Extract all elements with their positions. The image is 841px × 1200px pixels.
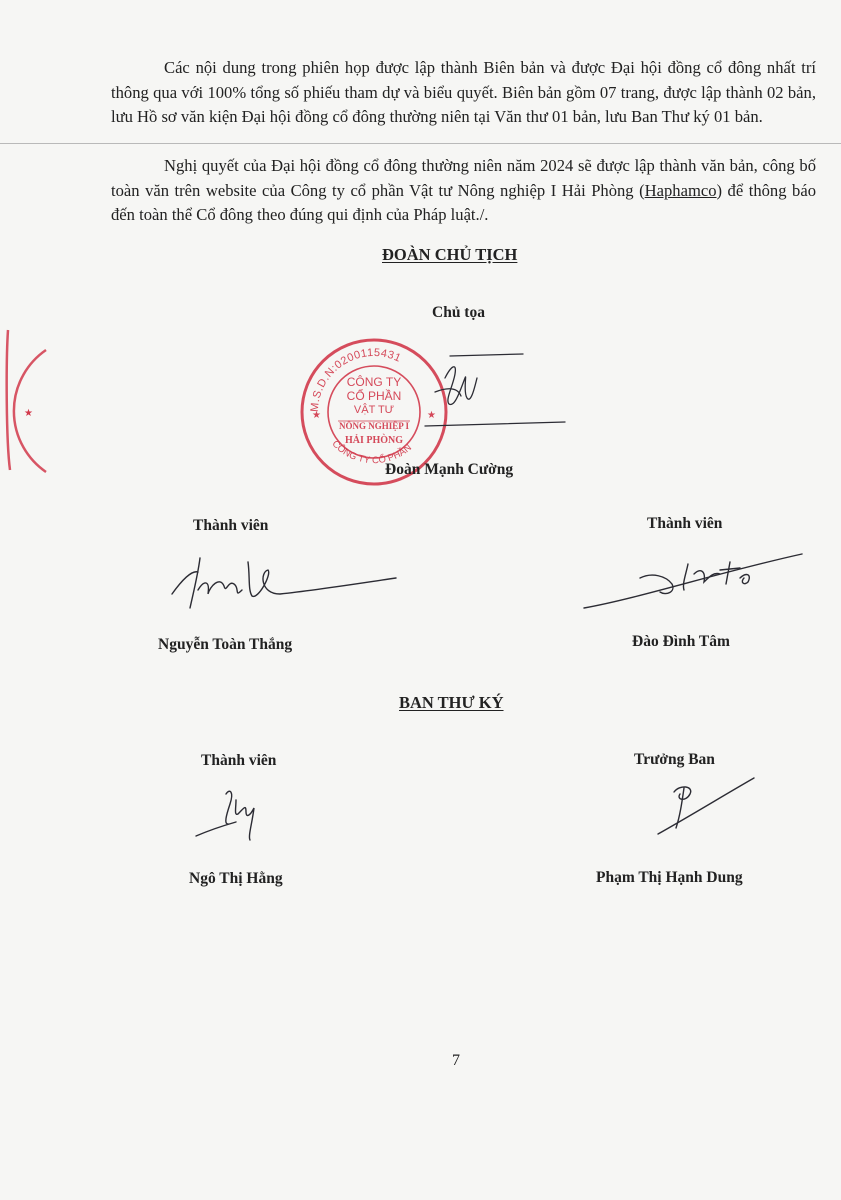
stamp-line-1: CÔNG TY [346, 375, 402, 389]
resolution-text-after: ) để thông báo đến toàn thể Cổ đông theo đúng qui định của Pháp luật./. [111, 180, 816, 224]
presidium-member-right-name: Đào Đình Tâm [632, 633, 730, 650]
chair-name: Đoàn Mạnh Cường [385, 461, 514, 478]
svg-text:★: ★ [24, 408, 33, 419]
page-number: 7 [452, 1052, 460, 1069]
secretariat-head-name: Phạm Thị Hạnh Dung [596, 869, 743, 886]
member-tam-signature [580, 548, 810, 614]
presidium-member-left-role: Thành viên [193, 517, 269, 534]
member-hang-signature [190, 784, 280, 844]
presidium-member-right-role: Thành viên [647, 515, 723, 532]
resolution-paragraph [111, 154, 816, 228]
stamp-ring-bottom-text: CÔNG TY CỔ PHẦN [329, 438, 414, 467]
presidium-member-left-name: Nguyễn Toàn Thắng [158, 636, 293, 653]
secretariat-head-role: Trưởng Ban [634, 751, 715, 768]
chair-role-label: Chủ tọa [432, 304, 485, 321]
member-thang-signature [168, 550, 408, 620]
stamp-line-2: CỔ PHẦN [346, 389, 402, 403]
secretariat-member-name: Ngô Thị Hằng [189, 870, 283, 887]
svg-text:★: ★ [312, 410, 321, 421]
stamp-line-5: HẢI PHÒNG [344, 435, 404, 446]
secretariat-heading: BAN THƯ KÝ [399, 693, 504, 712]
chair-signature [405, 348, 575, 438]
stamp-ring-text: M.S.D.N:0200115431 [308, 346, 403, 413]
company-abbreviation: Haphamco [644, 180, 717, 200]
head-dung-signature [650, 772, 760, 842]
partial-seal-edge [0, 320, 48, 480]
stamp-line-4: NÔNG NGHIỆP I [338, 421, 410, 431]
closing-paragraph: Các nội dung trong phiên họp được lập thành Biên bản và được Đại hội đồng cổ đông nhất trí thông qua với 100% tổng số phiếu tham dự và biểu quyết. Biên bản gồm 07 trang, được lập thành 02 bản, lưu Hồ sơ văn kiện Đại hội đồng cổ đông thường niên tại Văn thư 01 bản, lưu Ban Thư ký 01 bản. [111, 58, 816, 126]
secretariat-member-role: Thành viên [201, 752, 277, 769]
stamp-line-3: VẬT TƯ [353, 404, 395, 416]
scan-fold-line [0, 143, 841, 144]
svg-text:★: ★ [427, 410, 436, 421]
presidium-heading: ĐOÀN CHỦ TỊCH [382, 245, 518, 264]
resolution-text-before: Nghị quyết của Đại hội đồng cổ đông thường niên năm 2024 sẽ được lập thành văn bản, công bố toàn văn trên website của Công ty cổ phần Vật tư Nông nghiệp I Hải Phòng ( [111, 156, 816, 200]
